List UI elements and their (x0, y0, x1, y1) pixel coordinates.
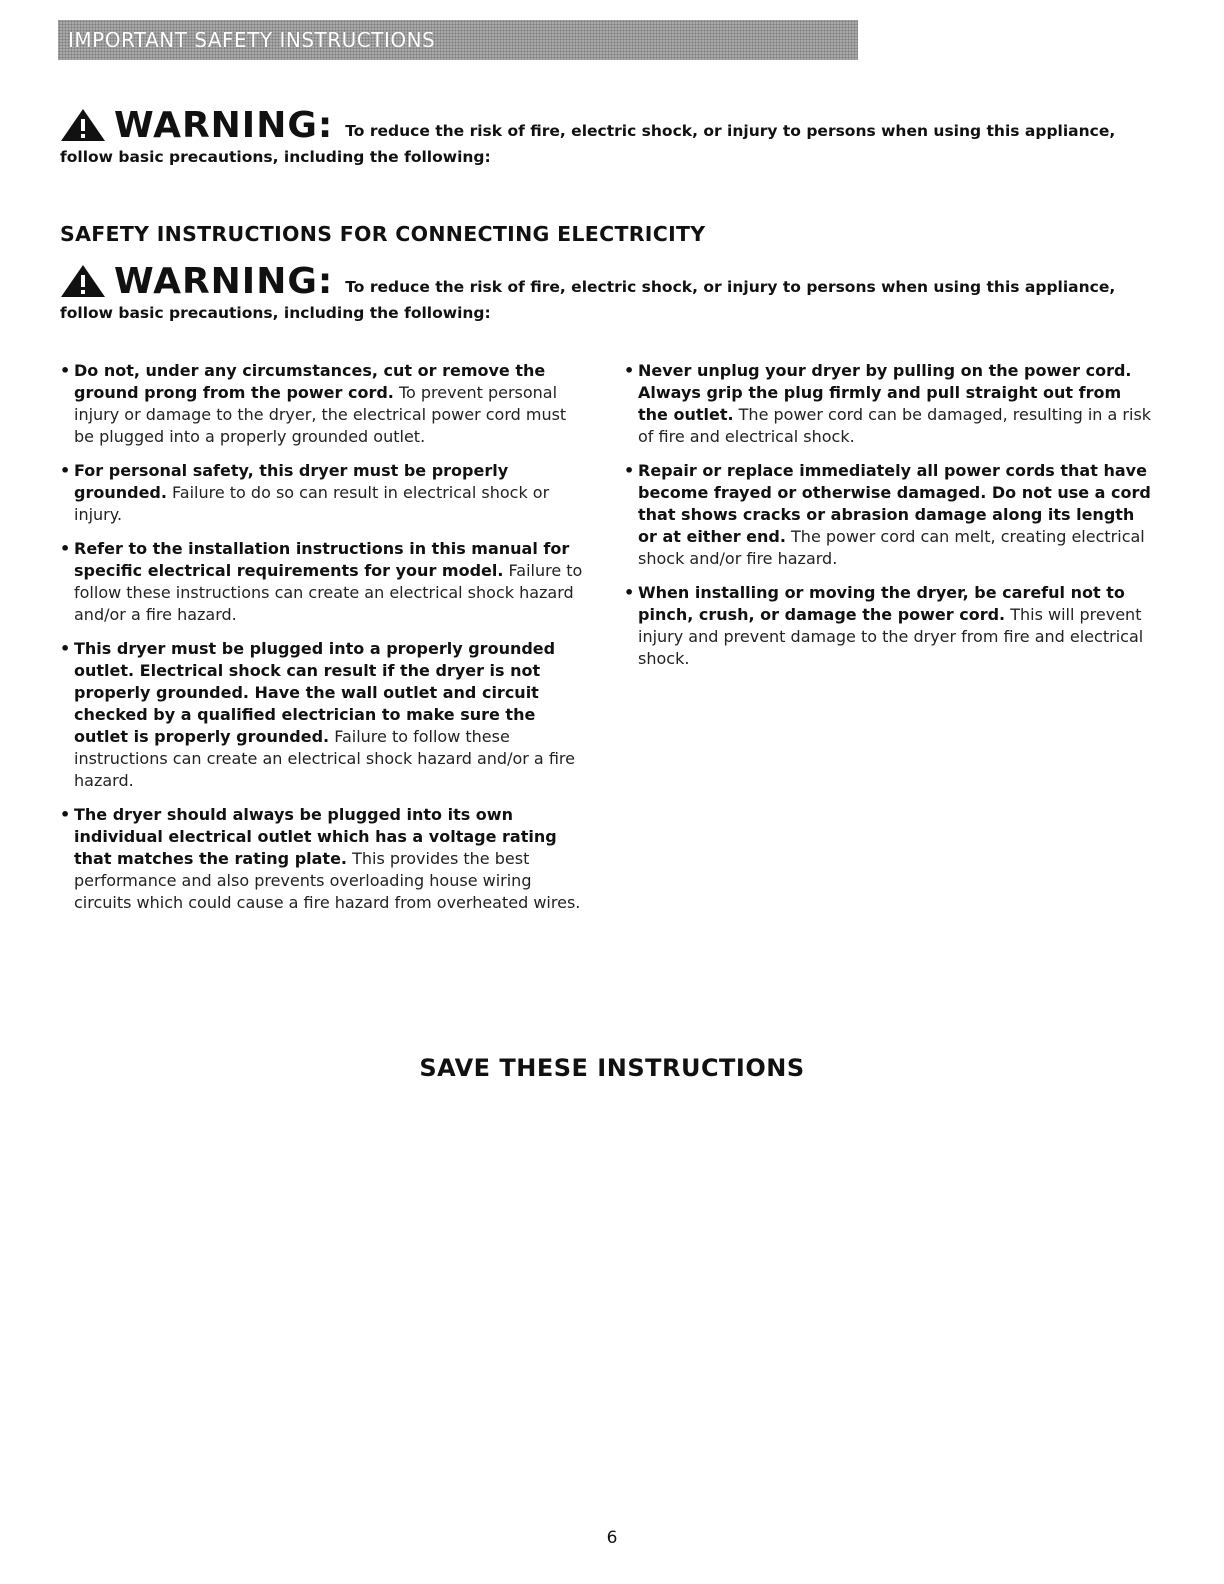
item-text: Failure to do so can result in electrical shock or injury. (74, 483, 550, 524)
item-bold-text: Refer to the installation instructions in this manual for specific electrical requirements for your model. (74, 539, 570, 580)
item-text: To prevent personal injury or damage to the dryer, the electrical power cord must be plugged into a properly grounded outlet. (74, 383, 567, 446)
item-bold-text: When installing or moving the dryer, be careful not to pinch, crush, or damage the power cord. (638, 583, 1125, 624)
item-text: This provides the best performance and also prevents overloading house wiring circuits which could cause a fire hazard from overheated wires. (74, 849, 581, 912)
banner-title: IMPORTANT SAFETY INSTRUCTIONS (68, 28, 436, 52)
bullet-icon: • (60, 461, 71, 480)
save-instructions-heading: SAVE THESE INSTRUCTIONS (419, 1054, 805, 1082)
list-item (60, 360, 590, 448)
warning-electric (60, 262, 1160, 324)
item-text: This will prevent injury and prevent damage to the dryer from fire and electrical shock. (638, 605, 1144, 668)
left-column (60, 360, 590, 926)
warning-text-line2: follow basic precautions, including the following: (60, 304, 491, 322)
section-banner (58, 20, 858, 60)
list-item (60, 638, 590, 792)
warning-word: WARNING: (114, 261, 334, 302)
list-item (60, 538, 590, 626)
warning-text-line1: To reduce the risk of fire, electric shock, or injury to persons when using this appliance, (345, 278, 1116, 296)
bullet-icon: • (60, 639, 71, 658)
section-heading: SAFETY INSTRUCTIONS FOR CONNECTING ELECTRICITY (60, 222, 706, 246)
item-bold-text: Repair or replace immediately all power cords that have become frayed or otherwise damaged. Do not use a cord that shows cracks or abrasion damage along its length or at either end. (638, 461, 1151, 546)
warning-word: WARNING: (114, 105, 334, 146)
list-item (624, 360, 1154, 448)
bullet-icon: • (60, 539, 71, 558)
item-bold-text: Never unplug your dryer by pulling on the power cord. Always grip the plug firmly and pull straight out from the outlet. (638, 361, 1132, 424)
item-bold-text: Do not, under any circumstances, cut or remove the ground prong from the power cord. (74, 361, 546, 402)
item-text: The power cord can melt, creating electrical shock and/or fire hazard. (638, 527, 1145, 568)
right-column (624, 360, 1154, 682)
list-item (60, 460, 590, 526)
item-text: Failure to follow these instructions can create an electrical shock hazard and/or a fire hazard. (74, 727, 575, 790)
warning-text-line1: To reduce the risk of fire, electric shock, or injury to persons when using this appliance, (345, 122, 1116, 140)
list-item (624, 582, 1154, 670)
bullet-icon: • (624, 461, 635, 480)
bullet-icon: • (60, 361, 71, 380)
item-text: The power cord can be damaged, resulting in a risk of fire and electrical shock. (638, 405, 1152, 446)
warning-triangle-icon (60, 264, 106, 298)
page-number: 6 (606, 1528, 618, 1548)
bullet-icon: • (624, 361, 635, 380)
bullet-icon: • (624, 583, 635, 602)
item-bold-text: For personal safety, this dryer must be properly grounded. (74, 461, 509, 502)
warning-general (60, 106, 1160, 168)
warning-text-line2: follow basic precautions, including the following: (60, 148, 491, 166)
warning-triangle-icon (60, 108, 106, 142)
bullet-icon: • (60, 805, 71, 824)
item-bold-text: The dryer should always be plugged into its own individual electrical outlet which has a voltage rating that matches the rating plate. (74, 805, 557, 868)
item-text: Failure to follow these instructions can create an electrical shock hazard and/or a fire hazard. (74, 561, 583, 624)
list-item (624, 460, 1154, 570)
item-bold-text: This dryer must be plugged into a properly grounded outlet. Electrical shock can result if the dryer is not properly grounded. Have the wall outlet and circuit checked by a qualified electrician to make sure the outlet is properly grounded. (74, 639, 556, 746)
list-item (60, 804, 590, 914)
